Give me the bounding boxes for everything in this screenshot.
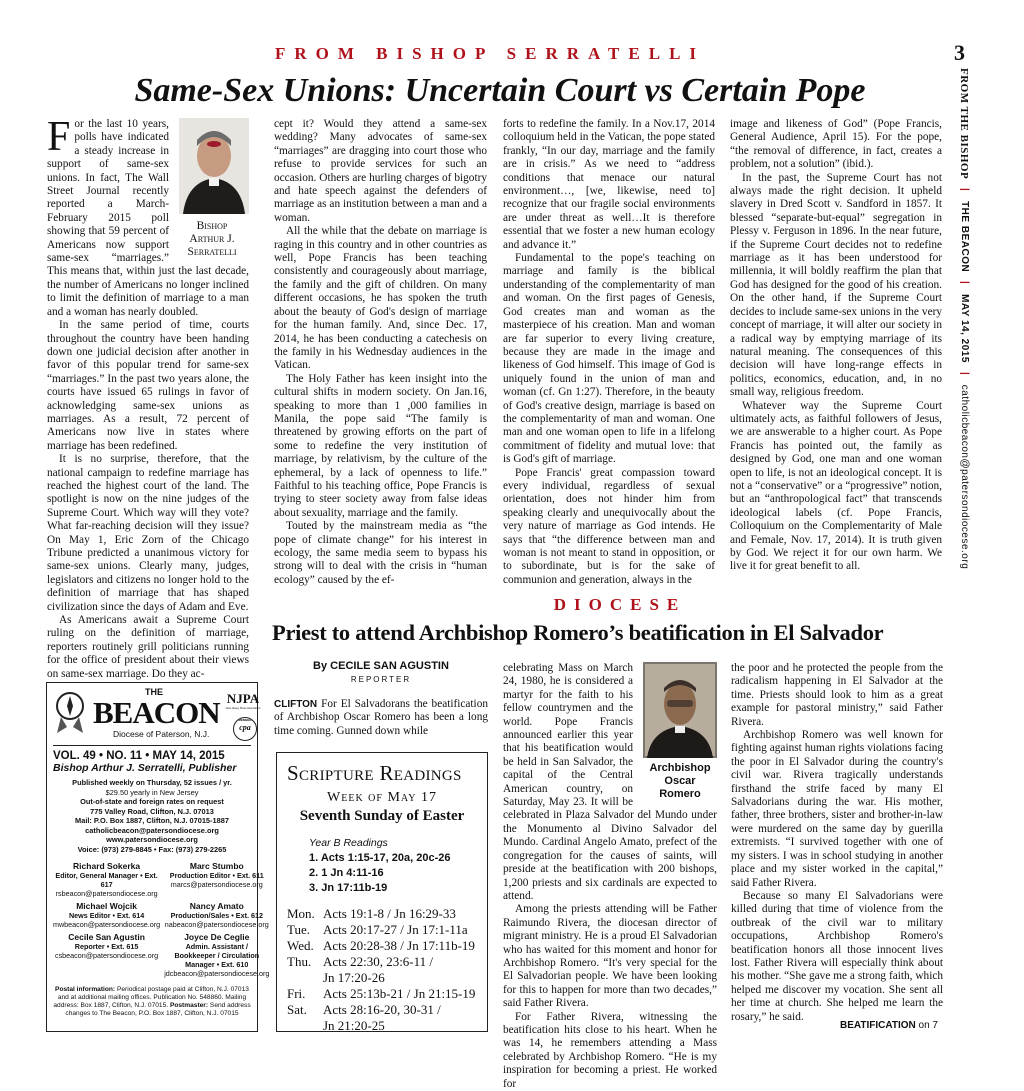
article-column-4 [730,118,942,574]
info-line: 775 Valley Road, Clifton, N.J. 07013 [90,806,214,816]
diocese-column-2 [503,662,717,1091]
daily-reading-row [287,970,477,986]
publication-info [53,778,251,854]
article-paragraph: Among the priests attending will be Father Raimundo Rivera, the diocesan director of migrant ministry. He is a proud El Salvadorian who has waited for this moment and honor for Archbishop Romero. “It's very special for the El Salvadorian people. We have been looking for this to happen for more than two decades,” said Father Rivera. [503,903,717,1010]
reading-item: 1. Acts 1:15-17, 20a, 20c-26 [309,852,451,864]
postmaster-text: Send address changes to The Beacon, P.O. Box 1887, Clifton, N.J. 07015 [65,1002,251,1017]
info-line: $29.50 yearly in New Jersey [105,787,199,797]
romero-photo [643,662,717,758]
article-paragraph: All the while that the debate on marriage is raging in this country and in other countries as well, Pope Francis has been teaching consistently and courageously about marriage, the family and the gift of children. On many different occasions, he has spoken the truth about the beauty of God's design of marriage for the human family. And, since Dec. 17, 2014, he has been conducting a catechesis on the family in his Wednesday audiences in the Vatican. [274,225,487,372]
day-reading: Acts 20:17-27 / Jn 17:1-11a [323,922,468,937]
byline [276,660,486,684]
article-column-2 [274,118,487,587]
reading-item: 2. 1 Jn 4:11-16 [309,867,384,879]
diocese-column-3 [731,662,943,1024]
paragraph-text: For El Salvadorans the beatification of Archbishop Oscar Romero has been a long time coming. Gunned down while [274,698,488,737]
cpa-ring-text: MEMBER [238,718,252,722]
bishop-photo [179,118,249,214]
romero-photo-caption [639,762,721,801]
masthead-header [53,687,261,743]
staff-name: Marc Stumbo [189,861,244,871]
byline-name: By CECILE SAN AGUSTIN [313,660,449,672]
day-label: Sat. [287,1002,307,1017]
staff-entry [53,933,160,978]
article-paragraph: cept it? Would they attend a same-sex wedding? Many advocates of same-sex “marriages” are dragging into court those who refuse to provide services for such an occasion. Others are hurling charges of bigotry and hate speech against the defenders of marriage as an institution between a man and a woman. [274,118,487,224]
side-paper: THE BEACON [959,201,970,273]
byline-role: REPORTER [350,675,412,684]
caption-line: Romero [659,788,701,800]
beacon-logo-icon [53,691,87,735]
diocese-headline: Priest to attend Archbishop Romero’s beatification in El Salvador [272,620,884,645]
bishop-photo-block [175,118,249,259]
paragraph-text: or the last 10 years, polls have indicated a steady increase in support of same-sex unions. In fact, The Wall Street Journal recently reported a March-February 2015 poll showing that 59 percent of Americans now support same-sex “marriages.” This means that, within just the last decade, the number of Americans no longer inclined to limit the definition of marriage to a man and a woman has nearly doubled. [47,118,249,318]
article-paragraph: Archbishop Romero was well known for fighting against human rights violations facing the poor in El Salvador during the country's civil war. Rivera tragically understands firsthand the strife faced by many El Salvadorians during the war. His mother, father, three brothers, sister and brother-in-law were murdered on the same day by guerilla extremists. “I survived together with one of my sisters. I was in school studying in another place and my sister worked in the capital,” said Father Rivera. [731,729,943,889]
njpa-text: NJPA [226,691,260,706]
masthead-the: THE [145,687,163,697]
daily-reading-row [287,906,477,922]
day-label: Wed. [287,938,314,953]
article-paragraph: Whatever way the Supreme Court ultimately acts, as faithful followers of Jesus, we are answerable to a higher court. As Pope Francis has pointed out, the family as designed by God, one man and one woman open to life, is not an ideological concept. It is not a “conservative” or a “progressive” notion, but an “anthropological fact” that transcends ideological labels (cf. Pope Francis, Colloquium on the Complementarity of Male and Female, Nov. 17, 2014). It is truth given by God. We reject it for our own harm. We live it for great benefit to all. [730,399,942,573]
reading-item: 3. Jn 17:11b-19 [309,882,388,894]
article-column-3 [503,118,715,587]
drop-cap: F [47,114,71,160]
article-column-1 [47,114,249,681]
page-number: 3 [954,40,965,65]
side-running-head [958,68,970,569]
diocese-column-1 [274,698,488,738]
masthead-divider [53,745,251,746]
staff-role: Production Editor • Ext. 611 [169,871,264,880]
day-reading: Acts 25:13b-21 / Jn 21:15-19 [323,986,476,1001]
cpa-text: cpa [239,723,251,732]
staff-email[interactable]: jdcbeacon@patersondiocese.org [164,969,270,978]
masthead-name: BEACON [93,695,220,730]
staff-name: Joyce De Ceglie [184,932,250,942]
staff-role: News Editor • Ext. 614 [68,911,145,920]
publisher-line: Bishop Arthur J. Serratelli, Publisher [53,762,237,774]
day-label [287,1018,323,1034]
info-line: Out-of-state and foreign rates on request [80,797,224,806]
caption-line: Arthur J. [189,233,235,245]
jump-label: BEATIFICATION [840,1020,916,1031]
day-reading: Jn 21:20-25 [323,1018,385,1033]
article-paragraph: For Father Rivera, witnessing the beatification hits close to his heart. When he was 14, he remembers attending a Mass celebrated by Archbishop Romero. “He is my inspiration for becoming a priest. He worked for [503,1010,717,1090]
day-reading: Acts 22:30, 23:6-11 / [323,954,434,969]
daily-reading-row [287,938,477,954]
diocese-kicker: DIOCESE [553,595,687,614]
article-paragraph: Touted by the mainstream media as “the pope of climate change” for his interest in ecology, the same media seem to bypass his strong will to deal with the crisis in “human ecology” caused by the ef- [274,520,487,586]
staff-name: Richard Sokerka [73,861,141,871]
staff-role: Admin. Assistant / Bookkeeper / Circulation Manager • Ext. 610 [174,942,260,969]
caption-line: Bishop [196,220,228,232]
side-url: catholicbeacon@patersondiocese.org [959,384,970,570]
vol-line: VOL. 49 • NO. 11 • MAY 14, 2015 [53,750,225,762]
day-label [287,970,323,986]
side-divider: | [959,372,970,376]
staff-role: Editor, General Manager • Ext. 617 [55,871,158,889]
staff-name: Cecile San Agustin [68,932,145,942]
jump-page: on 7 [918,1020,938,1031]
romero-photo-block [639,662,721,801]
side-section: FROM THE BISHOP [958,68,970,180]
dateline: CLIFTON [274,699,318,710]
caption-line: Oscar [664,775,696,787]
daily-reading-row [287,922,477,938]
staff-name: Nancy Amato [189,901,244,911]
article-paragraph: the poor and he protected the people from the radicalism happening in El Salvador at the time. Priests should look to him as a great example for pastoral ministry,” said Father Rivera. [731,662,943,728]
article-paragraph: image and likeness of God” (Pope Francis, General Audience, April 15). For the pope, “the removal of difference, in fact, creates a problem, not a solution” (ibid.). [730,118,942,171]
article-paragraph: forts to redefine the family. In a Nov.17, 2014 colloquium held in the Vatican, the pope stated frankly, “In our day, marriage and the family are in crisis.” As we need to “address conditions that menace our natural environment…, [we, likewise, need to] recognize that our fragile social environments are under threat as well…It is therefore essential that we foster a new human ecology and advance it.” [503,118,715,251]
caption-line: Archbishop [649,762,711,774]
staff-name: Michael Wojcik [76,901,137,911]
side-divider: | [959,281,970,285]
article-paragraph: Because so many El Salvadorians were killed during that time of violence from the outbreak of the civil war to military occupations, Archbishop Romero's beatification honors all those innocent lives lost. Father Rivera will especially think about his mother. “She gave me a strong faith, which helped me discover my vocation. She sent all her time at church. She helped me learn the rosary,” he said. [731,889,943,1023]
masthead-diocese: Diocese of Paterson, N.J. [113,729,210,739]
bishop-photo-caption [175,220,249,259]
sunday-readings-list [309,851,477,896]
staff-email[interactable]: mwbeacon@patersondiocese.org [53,920,161,929]
staff-entry [164,862,269,898]
day-reading: Jn 17:20-26 [323,970,385,985]
article-paragraph: celebrating Mass on March 24, 1980, he is considered a martyr for the faith to his fellow countrymen and the world. Pope Francis announced earlier this year that his beatification would be held in San Salvador, the capital of the Central American country, on Saturday, May 23. It will be celebrated in Plaza Salvador del Mundo under the Monumento al Divino Salvador del Mundo. Cardinal Angelo Amato, prefect of the congregation for the causes of saints, will preside at the beatification with 200 bishops, 1,200 priests and six cardinals are expected to attend. [503,662,717,902]
daily-reading-row [287,954,477,970]
article-paragraph: It is no surprise, therefore, that the national campaign to redefine marriage has reached the highest court of the land. The spotlight is now on the nine judges of the Supreme Court. Which way will they vote? What far-reaching decision will they issue? On May 1, Eric Zorn of the Chicago Tribune predicted a unanimous victory for same-sex unions. Clearly many, judges, legislators and citizens no longer hold to the definition of marriage that has shaped civilization since the days of Adam and Eve. [47,453,249,613]
article-paragraph: Fundamental to the pope's teaching on marriage and family is the biblical understanding of the complementarity of man and woman. On the first pages of Genesis, God creates man and woman as the masterpiece of his creation. Man and woman are far superior to every living creature, because they are made in the image and likeness of God himself. This image of God is uniquely found in the union of man and woman (cf. Gn 1:27). Therefore, in the beauty of God's creative design, marriage is based on the complementarity of man and woman. One man and one woman open to life in a lifelong commitment of fidelity and mutual love: that is God's gift of marriage. [503,252,715,466]
daily-reading-row [287,1018,477,1034]
side-date: MAY 14, 2015 [959,294,970,363]
postal-label: Postal information: [55,986,116,993]
headline: Same-Sex Unions: Uncertain Court vs Certain Pope [134,72,866,109]
staff-email[interactable]: marcs@patersondiocese.org [170,880,263,889]
staff-email[interactable]: rsbeacon@patersondiocese.org [55,889,158,898]
staff-email[interactable]: nabeacon@patersondiocese.org [164,920,269,929]
scripture-title: Scripture Readings [287,761,462,785]
day-reading: Acts 19:1-8 / Jn 16:29-33 [323,906,456,921]
day-label: Tue. [287,922,311,937]
staff-entry [53,902,160,929]
staff-entry [53,862,160,898]
njpa-subtitle: New Jersey Press Association [225,707,261,710]
staff-email[interactable]: csbeacon@patersondiocese.org [54,951,159,960]
day-label: Mon. [287,906,315,921]
njpa-logo [225,691,261,710]
article-paragraph: The Holy Father has keen insight into the cultural shifts in modern society. On Jan.16, speaking to more than 1 ,000 families in Manila, the pope said “The family is threatened by growing efforts on the part of some to redefine the very institution of marriage, by relativism, by the culture of the ephemeral, by a lack of openness to life.” Faithful to his teaching office, Pope Francis is trying to steer society away from false ideas about sexuality, marriage and the family. [274,372,487,519]
masthead-box [46,682,270,1032]
caption-line: Serratelli [187,246,237,258]
article-paragraph: In the past, the Supreme Court has not always made the right decision. It upheld slavery in Dred Scott v. Sandford in 1857. It blessed “separate-but-equal” segregation in Plessy v. Ferguson in 1896. In the near future, if the Supreme Court decides not to redefine marriage as it has been understood for millennia, it will boldly reaffirm the plan that God has designed for the good of his creation. On the other hand, if the Supreme Court decides to include same-sex unions in the very concept of marriage, it will alter our society in a radical way by emptying marriage of its natural meaning. The consequences of this decision will have long-range effects in politics, economics, education, and, in no small way, religious freedom. [730,171,942,399]
article-paragraph: Pope Francis' great compassion toward every individual, regardless of sexual orientation, does not hinder him from speaking clearly and unequivocally about the very nature of marriage as God intends. He says that “the difference between man and woman is not meant to stand in opposition, or to subordinate, but is for the sake of communion and generation, always in the [503,466,715,586]
daily-reading-row [287,986,477,1002]
article-paragraph: In the same period of time, courts throughout the country have been handing down one judicial decision after another in favor of this popular trend for same-sex “marriages.” In the past two years alone, the courts have issued 65 rulings in favor of acknowledging same-sex unions as marriages. As a result, 72 percent of Americans now live in states where marriage has been redefined. [47,319,249,452]
day-reading: Acts 20:28-38 / Jn 17:11b-19 [323,938,475,953]
year-readings-label: Year B Readings [309,837,388,849]
side-divider: | [959,188,970,192]
scripture-week: Week of May 17 [327,790,437,805]
staff-grid [53,861,270,978]
website-link[interactable]: www.patersondiocese.org [106,835,198,844]
phone-line: Voice: (973) 279-8845 • Fax: (973) 279-2265 [77,844,227,854]
jump-line[interactable] [840,1020,938,1031]
staff-entry [164,933,269,978]
staff-role: Reporter • Ext. 615 [74,942,139,951]
day-label: Fri. [287,986,306,1001]
day-label: Thu. [287,954,312,969]
postal-info [53,986,251,1018]
staff-role: Production/Sales • Ext. 612 [170,911,263,920]
daily-reading-row [287,1002,477,1018]
scripture-sunday: Seventh Sunday of Easter [299,808,465,824]
cpa-badge [233,717,257,741]
day-reading: Acts 28:16-20, 30-31 / [323,1002,441,1017]
postmaster-label: Postmaster: [169,1002,209,1009]
staff-entry [164,902,269,929]
scripture-readings-box [276,752,488,1032]
postal-text: Periodical postage paid at Clifton, N.J. 07013 and at additional mailing offices. Publication No. 548860. Mailing address: Box 1887, Clifton, N.J. 07015. [53,986,249,1009]
info-line: Mail: P.O. Box 1887, Clifton, N.J. 07015-1887 [75,816,229,825]
article-paragraph [274,698,488,738]
daily-readings-list [287,906,477,1034]
section-kicker: FROM BISHOP SERRATELLI [274,44,706,63]
article-paragraph: As Americans await a Supreme Court ruling on the definition of marriage, reporters routinely grill politicians running for the office of president about their views on same-sex marriage. Do they ac- [47,614,249,680]
email-link[interactable]: catholicbeacon@patersondiocese.org [85,825,219,835]
info-line: Published weekly on Thursday, 52 issues / yr. [72,778,232,787]
